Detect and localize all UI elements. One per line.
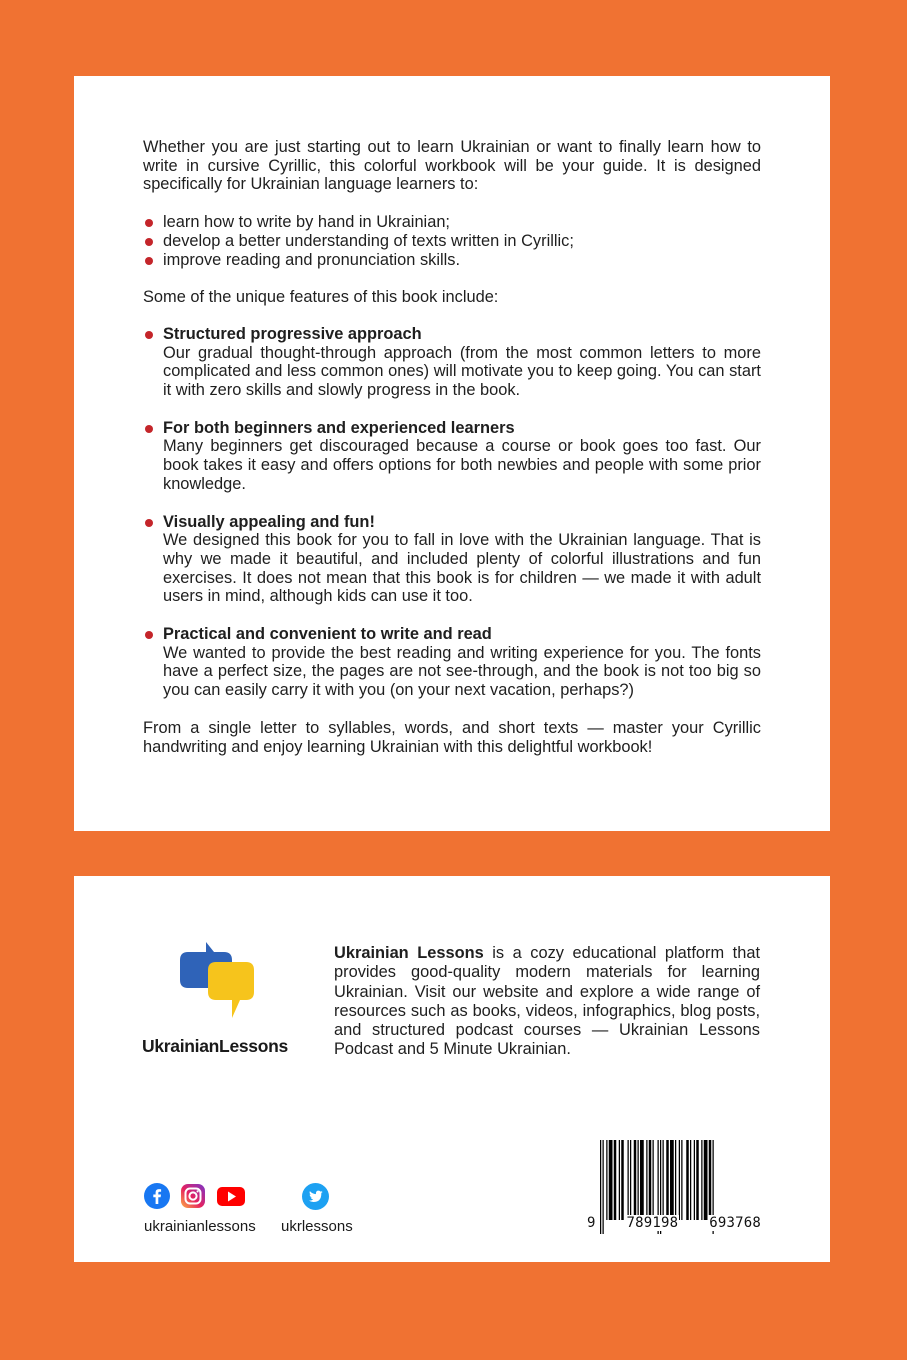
facebook-icon[interactable] [144,1183,170,1209]
feature-item [143,513,761,607]
feature-body: Many beginners get discouraged because a course or book goes too fast. Our book takes it easy and offers options for both newbies and people with some prior knowledge. [163,437,761,493]
isbn-digit-group: 693768 [709,1215,761,1231]
barcode-bar [670,1140,674,1220]
features-lead: Some of the unique features of this book include: [143,288,499,307]
barcode-bar [630,1140,631,1220]
barcode-bar [614,1140,617,1220]
social-handle-primary[interactable]: ukrainianlessons [144,1218,256,1235]
publisher-about [334,944,760,1060]
isbn-digit-group: 789198 [626,1215,679,1231]
barcode-bar [681,1140,682,1220]
goal-item: improve reading and pronunciation skills. [143,251,761,270]
publisher-logo [142,940,312,1060]
social-handle-secondary[interactable]: ukrlessons [281,1218,353,1235]
feature-title: Visually appealing and fun! [163,512,375,531]
barcode-bar [696,1140,699,1220]
feature-item [143,625,761,700]
barcode-bar [619,1140,620,1220]
barcode-bar [621,1140,624,1220]
speech-bubbles-icon [180,940,260,1022]
social-group-secondary [281,1182,353,1234]
barcode-bar [686,1140,689,1220]
goals-list [143,213,761,269]
logo-wordmark: UkrainianLessons [142,1036,288,1056]
barcode-bar [675,1140,676,1220]
feature-body: We designed this book for you to fall in love with the Ukrainian language. That is why we made it beautiful, and included plenty of colorful illustrations and fun exercises. It does not mean that this book is for children — we made it with adult users in mind, although kids can use it too. [163,531,761,606]
barcode-bar [690,1140,691,1220]
description-text [143,138,761,756]
barcode-bar [704,1140,708,1220]
goal-item: develop a better understanding of texts written in Cyrillic; [143,232,761,251]
barcode-bar [634,1140,637,1220]
intro-paragraph: Whether you are just starting out to learn Ukrainian or want to finally learn how to write in cursive Cyrillic, this colorful workbook will be your guide. It is designed specifically for Ukrainian language learners to: [143,138,761,194]
barcode-bar [663,1140,664,1220]
instagram-icon[interactable] [180,1183,206,1209]
feature-item [143,419,761,494]
barcode-bar [709,1140,712,1220]
feature-body: We wanted to provide the best reading and writing experience for you. The fonts have a perfect size, the pages are not see-through, and the book is not too big so you can easily carry it with you (on your next vacation, perhaps?) [163,643,761,700]
social-group-primary [144,1182,256,1234]
feature-body: Our gradual thought-through approach (from the most common letters to more complicated and less common ones) will motivate you to keep going. You can start it with zero skills and slowly progress in the book. [163,343,761,400]
publisher-about-text: is a cozy educational platform that provides good-quality modern materials for learning Ukrainian. Visit our website and explore a wide range of resources such as books, videos, infographics, blog posts, and structured podcast courses — Ukrainian Lessons Podcast and 5 Minute Ukrainian. [334,944,760,1059]
outro-paragraph: From a single letter to syllables, words, and short texts — master your Cyrillic handwriting and enjoy learning Ukrainian with this delightful workbook! [143,718,761,756]
description-panel [74,76,830,831]
barcode-bar [694,1140,695,1220]
isbn-digit-lead: 9 [587,1215,596,1231]
barcode-bar [649,1140,652,1220]
feature-item [143,325,761,400]
feature-title: Practical and convenient to write and read [163,625,492,644]
goal-item: learn how to write by hand in Ukrainian; [143,213,761,232]
barcode-bar [609,1140,613,1220]
feature-title: Structured progressive approach [163,324,422,343]
youtube-icon[interactable] [216,1183,246,1209]
barcode-bar [701,1140,702,1220]
barcode-bar [606,1140,607,1220]
isbn-digits [586,1215,762,1231]
twitter-icon[interactable] [302,1183,329,1210]
barcode-bar [679,1140,680,1220]
feature-title: For both beginners and experienced learners [163,418,515,437]
publisher-panel [74,876,830,1262]
barcode-bar [640,1140,644,1220]
barcode-bar [666,1140,669,1220]
barcode-bar [628,1140,629,1220]
barcode-bar [638,1140,639,1220]
barcode-bar [653,1140,654,1220]
barcode-bar [646,1140,647,1220]
publisher-name: Ukrainian Lessons [334,944,484,962]
